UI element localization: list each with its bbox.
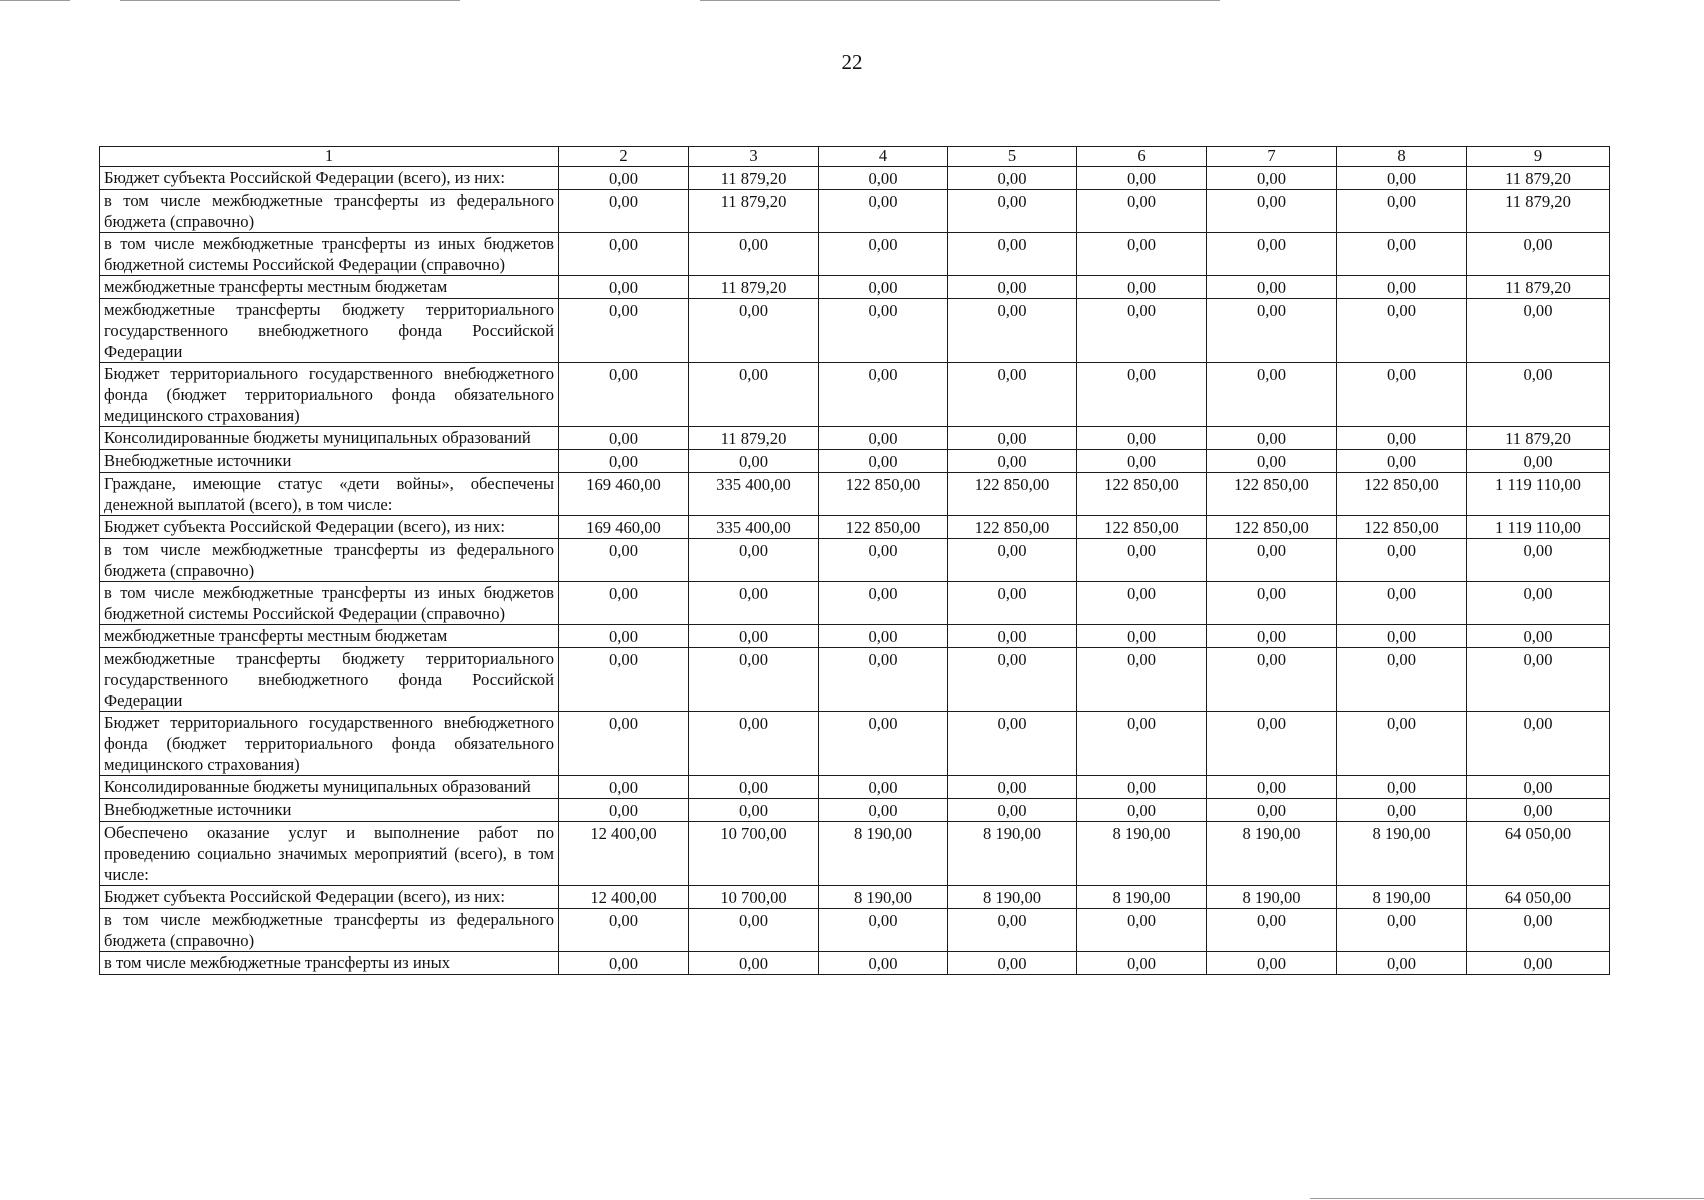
value-cell: 0,00 [1337,539,1467,582]
value-cell: 0,00 [689,799,819,822]
row-label: Граждане, имеющие статус «дети войны», обеспечены денежной выплатой (всего), в том числе: [100,473,559,516]
value-cell: 0,00 [689,582,819,625]
value-cell: 8 190,00 [1077,886,1207,909]
value-cell: 0,00 [1337,363,1467,427]
value-cell: 0,00 [1077,952,1207,975]
table-row [100,909,1610,952]
value-cell: 122 850,00 [819,473,948,516]
row-label: Обеспечено оказание услуг и выполнение работ по проведению социально значимых мероприятий (всего), в том числе: [100,822,559,886]
value-cell: 0,00 [689,539,819,582]
value-cell: 0,00 [948,363,1077,427]
value-cell: 0,00 [559,712,689,776]
value-cell: 0,00 [819,712,948,776]
column-number-3: 3 [689,147,819,167]
value-cell: 0,00 [1077,776,1207,799]
value-cell: 8 190,00 [1207,886,1337,909]
value-cell: 122 850,00 [1077,473,1207,516]
row-label: межбюджетные трансферты бюджету территориального государственного внебюджетного фонда Российской Федерации [100,648,559,712]
table-row [100,233,1610,276]
value-cell: 0,00 [1077,648,1207,712]
value-cell: 11 879,20 [1467,427,1610,450]
table-row [100,952,1610,975]
row-label: Бюджет субъекта Российской Федерации (всего), из них: [100,886,559,909]
value-cell: 0,00 [1207,539,1337,582]
value-cell: 8 190,00 [1337,822,1467,886]
value-cell: 0,00 [819,167,948,190]
value-cell: 0,00 [1467,450,1610,473]
row-label: в том числе межбюджетные трансферты из федерального бюджета (справочно) [100,190,559,233]
value-cell: 0,00 [559,625,689,648]
value-cell: 0,00 [1077,909,1207,952]
value-cell: 10 700,00 [689,822,819,886]
value-cell: 0,00 [559,276,689,299]
value-cell: 0,00 [689,299,819,363]
value-cell: 0,00 [559,648,689,712]
column-number-4: 4 [819,147,948,167]
value-cell: 0,00 [819,909,948,952]
row-label: Бюджет субъекта Российской Федерации (всего), из них: [100,167,559,190]
value-cell: 335 400,00 [689,473,819,516]
value-cell: 0,00 [948,625,1077,648]
value-cell: 11 879,20 [1467,276,1610,299]
value-cell: 0,00 [1337,625,1467,648]
value-cell: 0,00 [1337,909,1467,952]
value-cell: 0,00 [559,190,689,233]
value-cell: 0,00 [1207,625,1337,648]
row-label: Бюджет территориального государственного внебюджетного фонда (бюджет территориального фонда обязательного медицинского страхования) [100,363,559,427]
value-cell: 64 050,00 [1467,886,1610,909]
row-label: Консолидированные бюджеты муниципальных образований [100,776,559,799]
value-cell: 0,00 [1077,712,1207,776]
value-cell: 0,00 [1467,539,1610,582]
value-cell: 0,00 [948,450,1077,473]
row-label: межбюджетные трансферты местным бюджетам [100,625,559,648]
value-cell: 0,00 [819,952,948,975]
value-cell: 0,00 [948,233,1077,276]
table-row [100,450,1610,473]
value-cell: 0,00 [559,450,689,473]
column-number-6: 6 [1077,147,1207,167]
scan-edge-line [1310,1198,1704,1199]
value-cell: 0,00 [819,427,948,450]
value-cell: 1 119 110,00 [1467,473,1610,516]
value-cell: 8 190,00 [819,886,948,909]
value-cell: 8 190,00 [1207,822,1337,886]
value-cell: 169 460,00 [559,473,689,516]
value-cell: 0,00 [689,233,819,276]
value-cell: 0,00 [1207,427,1337,450]
table-row [100,299,1610,363]
row-label: в том числе межбюджетные трансферты из иных бюджетов бюджетной системы Российской Федерации (справочно) [100,233,559,276]
value-cell: 0,00 [1337,648,1467,712]
value-cell: 0,00 [1207,648,1337,712]
value-cell: 0,00 [1467,625,1610,648]
table-row [100,167,1610,190]
value-cell: 11 879,20 [689,276,819,299]
row-label: Консолидированные бюджеты муниципальных образований [100,427,559,450]
value-cell: 0,00 [1077,299,1207,363]
value-cell: 8 190,00 [948,822,1077,886]
value-cell: 0,00 [1207,712,1337,776]
value-cell: 0,00 [1467,363,1610,427]
value-cell: 0,00 [559,909,689,952]
value-cell: 122 850,00 [819,516,948,539]
value-cell: 0,00 [1467,648,1610,712]
value-cell: 0,00 [948,167,1077,190]
column-number-7: 7 [1207,147,1337,167]
value-cell: 11 879,20 [1467,167,1610,190]
value-cell: 0,00 [948,648,1077,712]
table-row [100,822,1610,886]
value-cell: 11 879,20 [689,190,819,233]
column-number-9: 9 [1467,147,1610,167]
value-cell: 0,00 [1467,582,1610,625]
table-row [100,539,1610,582]
row-label: в том числе межбюджетные трансферты из федерального бюджета (справочно) [100,539,559,582]
value-cell: 0,00 [1467,952,1610,975]
value-cell: 0,00 [819,450,948,473]
value-cell: 0,00 [948,776,1077,799]
value-cell: 0,00 [689,952,819,975]
value-cell: 8 190,00 [948,886,1077,909]
value-cell: 0,00 [1207,450,1337,473]
row-label: в том числе межбюджетные трансферты из иных бюджетов бюджетной системы Российской Федерации (справочно) [100,582,559,625]
value-cell: 0,00 [948,799,1077,822]
value-cell: 0,00 [1467,233,1610,276]
scan-edge-line [700,0,1220,1]
table-row [100,516,1610,539]
value-cell: 0,00 [689,363,819,427]
value-cell: 0,00 [819,299,948,363]
table-row [100,648,1610,712]
value-cell: 0,00 [1337,233,1467,276]
value-cell: 0,00 [559,799,689,822]
value-cell: 1 119 110,00 [1467,516,1610,539]
value-cell: 0,00 [1337,952,1467,975]
value-cell: 0,00 [1337,776,1467,799]
value-cell: 10 700,00 [689,886,819,909]
row-label: в том числе межбюджетные трансферты из федерального бюджета (справочно) [100,909,559,952]
value-cell: 0,00 [1207,952,1337,975]
row-label: межбюджетные трансферты местным бюджетам [100,276,559,299]
column-number-1: 1 [100,147,559,167]
column-number-5: 5 [948,147,1077,167]
row-label: Внебюджетные источники [100,450,559,473]
value-cell: 0,00 [948,427,1077,450]
table-row [100,276,1610,299]
scan-edge-line [0,0,70,1]
value-cell: 0,00 [819,799,948,822]
value-cell: 0,00 [948,539,1077,582]
value-cell: 0,00 [559,582,689,625]
value-cell: 0,00 [559,539,689,582]
value-cell: 0,00 [819,625,948,648]
value-cell: 11 879,20 [689,427,819,450]
budget-table [99,146,1610,975]
table-row [100,190,1610,233]
value-cell: 0,00 [948,299,1077,363]
value-cell: 0,00 [1467,909,1610,952]
value-cell: 11 879,20 [689,167,819,190]
value-cell: 0,00 [559,952,689,975]
value-cell: 0,00 [1077,233,1207,276]
value-cell: 8 190,00 [1337,886,1467,909]
value-cell: 0,00 [819,648,948,712]
value-cell: 0,00 [1207,190,1337,233]
row-label: в том числе межбюджетные трансферты из иных [100,952,559,975]
value-cell: 0,00 [1207,909,1337,952]
value-cell: 12 400,00 [559,886,689,909]
value-cell: 0,00 [1207,233,1337,276]
value-cell: 8 190,00 [819,822,948,886]
value-cell: 0,00 [1337,582,1467,625]
value-cell: 0,00 [1337,299,1467,363]
value-cell: 0,00 [1077,625,1207,648]
column-number-row [100,147,1610,167]
value-cell: 0,00 [1207,799,1337,822]
value-cell: 0,00 [1077,799,1207,822]
value-cell: 0,00 [689,625,819,648]
value-cell: 0,00 [819,776,948,799]
value-cell: 0,00 [948,276,1077,299]
table-row [100,886,1610,909]
value-cell: 122 850,00 [1337,516,1467,539]
value-cell: 0,00 [948,909,1077,952]
value-cell: 0,00 [819,190,948,233]
value-cell: 0,00 [819,276,948,299]
value-cell: 0,00 [948,190,1077,233]
table-row [100,363,1610,427]
value-cell: 0,00 [1337,167,1467,190]
value-cell: 0,00 [1077,582,1207,625]
value-cell: 0,00 [1467,299,1610,363]
value-cell: 0,00 [559,427,689,450]
value-cell: 122 850,00 [1077,516,1207,539]
value-cell: 0,00 [1077,450,1207,473]
row-label: Внебюджетные источники [100,799,559,822]
value-cell: 0,00 [1207,582,1337,625]
value-cell: 0,00 [559,776,689,799]
value-cell: 0,00 [1337,190,1467,233]
value-cell: 0,00 [689,776,819,799]
value-cell: 64 050,00 [1467,822,1610,886]
table-row [100,473,1610,516]
table-row [100,712,1610,776]
value-cell: 0,00 [689,909,819,952]
table-row [100,582,1610,625]
value-cell: 0,00 [559,363,689,427]
value-cell: 0,00 [1077,427,1207,450]
value-cell: 0,00 [689,648,819,712]
value-cell: 0,00 [559,167,689,190]
value-cell: 11 879,20 [1467,190,1610,233]
row-label: межбюджетные трансферты бюджету территориального государственного внебюджетного фонда Российской Федерации [100,299,559,363]
value-cell: 0,00 [1077,276,1207,299]
value-cell: 0,00 [1337,276,1467,299]
value-cell: 0,00 [1467,712,1610,776]
value-cell: 0,00 [1337,712,1467,776]
value-cell: 0,00 [819,582,948,625]
value-cell: 0,00 [689,712,819,776]
value-cell: 0,00 [1077,190,1207,233]
table-body [100,167,1610,975]
value-cell: 8 190,00 [1077,822,1207,886]
value-cell: 122 850,00 [1337,473,1467,516]
value-cell: 122 850,00 [948,516,1077,539]
value-cell: 0,00 [559,233,689,276]
value-cell: 0,00 [948,952,1077,975]
value-cell: 0,00 [689,450,819,473]
page-number: 22 [841,50,863,74]
value-cell: 0,00 [948,582,1077,625]
column-number-8: 8 [1337,147,1467,167]
value-cell: 0,00 [1207,776,1337,799]
row-label: Бюджет субъекта Российской Федерации (всего), из них: [100,516,559,539]
value-cell: 0,00 [1207,276,1337,299]
value-cell: 12 400,00 [559,822,689,886]
table-row [100,799,1610,822]
value-cell: 335 400,00 [689,516,819,539]
value-cell: 0,00 [819,233,948,276]
value-cell: 0,00 [1337,427,1467,450]
value-cell: 0,00 [1337,799,1467,822]
row-label: Бюджет территориального государственного внебюджетного фонда (бюджет территориального фонда обязательного медицинского страхования) [100,712,559,776]
value-cell: 0,00 [1207,363,1337,427]
value-cell: 0,00 [819,539,948,582]
value-cell: 0,00 [948,712,1077,776]
value-cell: 0,00 [1337,450,1467,473]
value-cell: 122 850,00 [1207,473,1337,516]
table-row [100,625,1610,648]
scan-edge-line [120,0,460,1]
value-cell: 0,00 [1467,776,1610,799]
value-cell: 122 850,00 [1207,516,1337,539]
value-cell: 0,00 [1077,363,1207,427]
value-cell: 169 460,00 [559,516,689,539]
table-row [100,427,1610,450]
value-cell: 0,00 [819,363,948,427]
column-number-2: 2 [559,147,689,167]
value-cell: 0,00 [559,299,689,363]
value-cell: 0,00 [1207,167,1337,190]
value-cell: 122 850,00 [948,473,1077,516]
value-cell: 0,00 [1077,539,1207,582]
table-row [100,776,1610,799]
value-cell: 0,00 [1467,799,1610,822]
value-cell: 0,00 [1207,299,1337,363]
value-cell: 0,00 [1077,167,1207,190]
